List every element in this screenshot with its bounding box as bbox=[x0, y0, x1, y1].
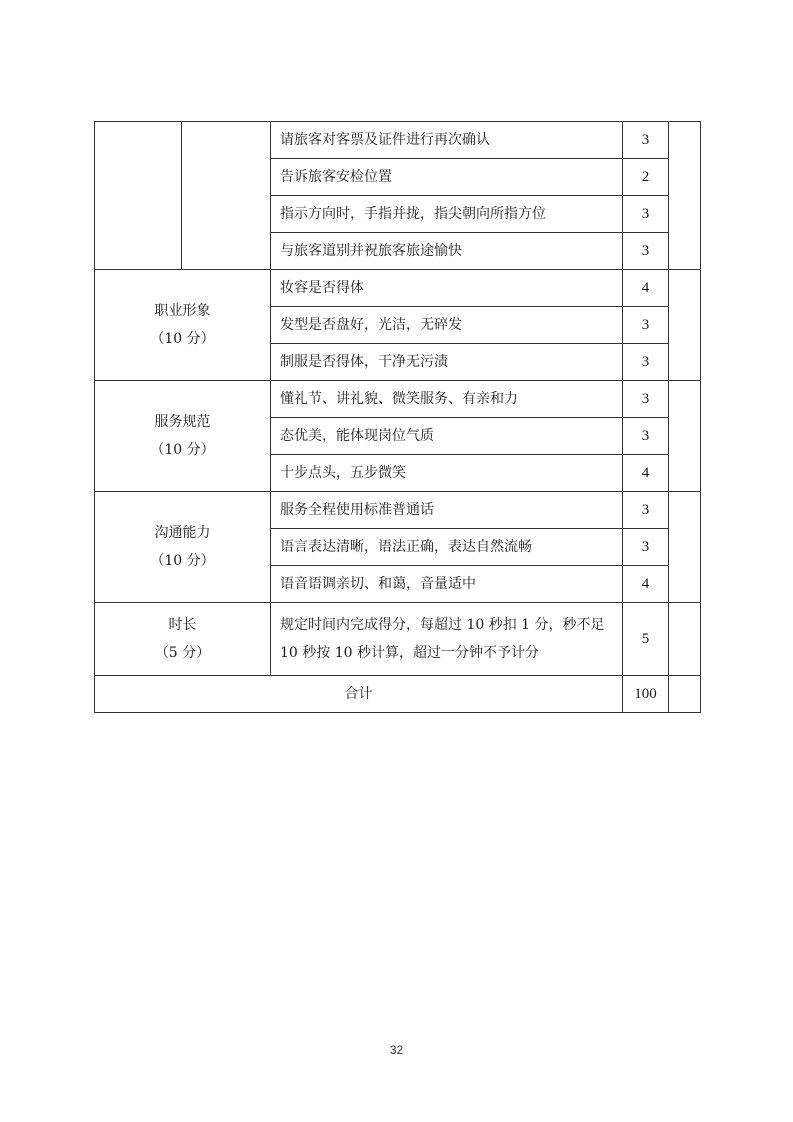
table-row bbox=[95, 492, 701, 529]
table-row bbox=[95, 603, 701, 676]
points-cell: 4 bbox=[623, 455, 669, 492]
category-points: （10 分） bbox=[150, 442, 215, 458]
points-cell: 5 bbox=[623, 603, 669, 676]
total-row bbox=[95, 676, 701, 713]
table-row bbox=[95, 381, 701, 418]
category-cell-professional-image bbox=[95, 270, 271, 381]
category-cell-duration bbox=[95, 603, 271, 676]
points-cell: 4 bbox=[623, 270, 669, 307]
points-cell: 3 bbox=[623, 233, 669, 270]
score-entry-cell bbox=[669, 603, 701, 676]
criteria-item: 语言表达清晰，语法正确，表达自然流畅 bbox=[271, 529, 623, 566]
table-row bbox=[95, 270, 701, 307]
category-points: （10 分） bbox=[150, 553, 215, 569]
points-cell: 3 bbox=[623, 307, 669, 344]
criteria-item: 发型是否盘好，光洁，无碎发 bbox=[271, 307, 623, 344]
score-entry-cell bbox=[669, 270, 701, 381]
points-cell: 3 bbox=[623, 381, 669, 418]
total-points: 100 bbox=[623, 676, 669, 713]
category-cell-service-standards bbox=[95, 381, 271, 492]
criteria-item: 语音语调亲切、和蔼，音量适中 bbox=[271, 566, 623, 603]
category-cell-empty-left bbox=[95, 122, 182, 270]
score-entry-cell bbox=[669, 122, 701, 270]
category-title: 服务规范 bbox=[154, 414, 211, 430]
table-row bbox=[95, 122, 701, 159]
category-title: 时长 bbox=[168, 617, 197, 633]
score-entry-cell bbox=[669, 676, 701, 713]
score-entry-cell bbox=[669, 492, 701, 603]
criteria-item: 指示方向时，手指并拢，指尖朝向所指方位 bbox=[271, 196, 623, 233]
page-number: 32 bbox=[389, 1043, 404, 1057]
total-label: 合计 bbox=[95, 676, 623, 713]
category-cell-empty-right bbox=[182, 122, 271, 270]
category-points: （10 分） bbox=[150, 331, 215, 347]
criteria-item: 请旅客对客票及证件进行再次确认 bbox=[271, 122, 623, 159]
points-cell: 3 bbox=[623, 418, 669, 455]
criteria-item: 十步点头，五步微笑 bbox=[271, 455, 623, 492]
points-cell: 4 bbox=[623, 566, 669, 603]
criteria-item: 制服是否得体，干净无污渍 bbox=[271, 344, 623, 381]
criteria-item: 懂礼节、讲礼貌、微笑服务、有亲和力 bbox=[271, 381, 623, 418]
criteria-item: 态优美，能体现岗位气质 bbox=[271, 418, 623, 455]
points-cell: 3 bbox=[623, 196, 669, 233]
criteria-item: 妆容是否得体 bbox=[271, 270, 623, 307]
points-cell: 3 bbox=[623, 344, 669, 381]
category-title: 沟通能力 bbox=[154, 525, 211, 541]
criteria-item: 服务全程使用标准普通话 bbox=[271, 492, 623, 529]
category-points: （5 分） bbox=[154, 645, 211, 661]
points-cell: 3 bbox=[623, 122, 669, 159]
points-cell: 2 bbox=[623, 159, 669, 196]
points-cell: 3 bbox=[623, 529, 669, 566]
scoring-table bbox=[94, 121, 701, 713]
criteria-item: 规定时间内完成得分，每超过 10 秒扣 1 分，秒不足 10 秒按 10 秒计算，超过一分钟不予计分 bbox=[271, 603, 623, 676]
points-cell: 3 bbox=[623, 492, 669, 529]
score-entry-cell bbox=[669, 381, 701, 492]
category-title: 职业形象 bbox=[154, 303, 211, 319]
criteria-item: 与旅客道别并祝旅客旅途愉快 bbox=[271, 233, 623, 270]
criteria-item: 告诉旅客安检位置 bbox=[271, 159, 623, 196]
category-cell-communication bbox=[95, 492, 271, 603]
